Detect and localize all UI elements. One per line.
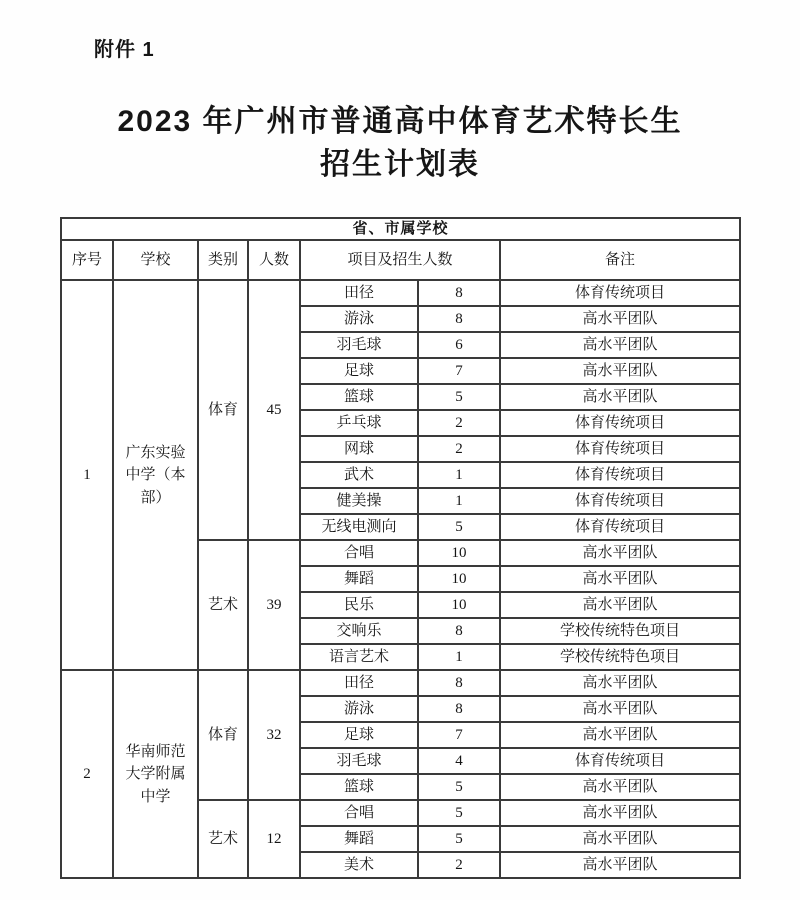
page-title-line1: 2023 年广州市普通高中体育艺术特长生 bbox=[117, 105, 683, 138]
cell-project-count: 7 bbox=[418, 358, 500, 384]
cell-remark: 体育传统项目 bbox=[500, 488, 740, 514]
cell-project-count: 5 bbox=[418, 800, 500, 826]
cell-remark: 高水平团队 bbox=[500, 592, 740, 618]
col-header-category: 类别 bbox=[198, 240, 248, 280]
cell-project-name: 武术 bbox=[300, 462, 418, 488]
cell-remark: 高水平团队 bbox=[500, 800, 740, 826]
cell-project-count: 5 bbox=[418, 826, 500, 852]
cell-project-name: 美术 bbox=[300, 852, 418, 878]
cell-project-name: 羽毛球 bbox=[300, 332, 418, 358]
cell-project-count: 7 bbox=[418, 722, 500, 748]
cell-school-name: 广东实验中学（本部） bbox=[113, 280, 198, 670]
cell-project-count: 2 bbox=[418, 436, 500, 462]
table-body bbox=[61, 280, 740, 878]
cell-category-total: 12 bbox=[248, 800, 300, 878]
cell-remark: 高水平团队 bbox=[500, 384, 740, 410]
attachment-label: 附件 1 bbox=[94, 39, 155, 61]
col-header-projects: 项目及招生人数 bbox=[300, 240, 500, 280]
cell-project-name: 田径 bbox=[300, 280, 418, 306]
cell-project-count: 5 bbox=[418, 384, 500, 410]
cell-project-name: 游泳 bbox=[300, 696, 418, 722]
cell-remark: 高水平团队 bbox=[500, 852, 740, 878]
cell-project-name: 合唱 bbox=[300, 540, 418, 566]
cell-project-count: 8 bbox=[418, 618, 500, 644]
cell-remark: 体育传统项目 bbox=[500, 514, 740, 540]
cell-project-count: 10 bbox=[418, 540, 500, 566]
cell-project-count: 8 bbox=[418, 306, 500, 332]
cell-project-name: 篮球 bbox=[300, 774, 418, 800]
cell-remark: 体育传统项目 bbox=[500, 748, 740, 774]
cell-remark: 高水平团队 bbox=[500, 722, 740, 748]
cell-remark: 学校传统特色项目 bbox=[500, 644, 740, 670]
table-row bbox=[61, 280, 740, 306]
cell-project-name: 舞蹈 bbox=[300, 826, 418, 852]
cell-project-name: 合唱 bbox=[300, 800, 418, 826]
cell-project-count: 1 bbox=[418, 462, 500, 488]
cell-project-count: 5 bbox=[418, 514, 500, 540]
cell-remark: 高水平团队 bbox=[500, 670, 740, 696]
cell-project-count: 5 bbox=[418, 774, 500, 800]
cell-remark: 高水平团队 bbox=[500, 566, 740, 592]
cell-project-name: 乒乓球 bbox=[300, 410, 418, 436]
cell-category: 艺术 bbox=[198, 800, 248, 878]
cell-project-name: 健美操 bbox=[300, 488, 418, 514]
col-header-count: 人数 bbox=[248, 240, 300, 280]
cell-project-count: 2 bbox=[418, 410, 500, 436]
page-title-line2: 招生计划表 bbox=[320, 148, 480, 181]
table-row bbox=[61, 670, 740, 696]
cell-remark: 高水平团队 bbox=[500, 826, 740, 852]
cell-project-name: 田径 bbox=[300, 670, 418, 696]
cell-category: 体育 bbox=[198, 280, 248, 540]
group-header-label: 省、市属学校 bbox=[61, 218, 740, 240]
cell-serial-number: 2 bbox=[61, 670, 113, 878]
cell-project-count: 10 bbox=[418, 592, 500, 618]
cell-remark: 体育传统项目 bbox=[500, 436, 740, 462]
enrollment-plan-table bbox=[60, 217, 741, 879]
table-header-row bbox=[61, 240, 740, 280]
table-group-header-row bbox=[61, 218, 740, 240]
cell-remark: 体育传统项目 bbox=[500, 462, 740, 488]
cell-project-count: 6 bbox=[418, 332, 500, 358]
cell-remark: 高水平团队 bbox=[500, 696, 740, 722]
col-header-serial: 序号 bbox=[61, 240, 113, 280]
cell-remark: 高水平团队 bbox=[500, 332, 740, 358]
cell-project-name: 网球 bbox=[300, 436, 418, 462]
cell-category-total: 39 bbox=[248, 540, 300, 670]
cell-project-name: 足球 bbox=[300, 358, 418, 384]
cell-category-total: 32 bbox=[248, 670, 300, 800]
cell-category: 艺术 bbox=[198, 540, 248, 670]
cell-project-name: 语言艺术 bbox=[300, 644, 418, 670]
cell-remark: 高水平团队 bbox=[500, 774, 740, 800]
cell-remark: 高水平团队 bbox=[500, 540, 740, 566]
cell-category-total: 45 bbox=[248, 280, 300, 540]
cell-project-count: 10 bbox=[418, 566, 500, 592]
cell-remark: 体育传统项目 bbox=[500, 410, 740, 436]
cell-project-count: 8 bbox=[418, 280, 500, 306]
cell-remark: 高水平团队 bbox=[500, 358, 740, 384]
cell-project-count: 2 bbox=[418, 852, 500, 878]
cell-project-name: 篮球 bbox=[300, 384, 418, 410]
cell-project-name: 舞蹈 bbox=[300, 566, 418, 592]
cell-project-count: 1 bbox=[418, 488, 500, 514]
col-header-remarks: 备注 bbox=[500, 240, 740, 280]
cell-project-count: 4 bbox=[418, 748, 500, 774]
cell-project-name: 羽毛球 bbox=[300, 748, 418, 774]
cell-project-count: 8 bbox=[418, 670, 500, 696]
cell-remark: 学校传统特色项目 bbox=[500, 618, 740, 644]
cell-project-name: 无线电测向 bbox=[300, 514, 418, 540]
col-header-school: 学校 bbox=[113, 240, 198, 280]
cell-serial-number: 1 bbox=[61, 280, 113, 670]
cell-project-name: 足球 bbox=[300, 722, 418, 748]
cell-project-count: 1 bbox=[418, 644, 500, 670]
cell-remark: 体育传统项目 bbox=[500, 280, 740, 306]
cell-category: 体育 bbox=[198, 670, 248, 800]
cell-project-count: 8 bbox=[418, 696, 500, 722]
cell-remark: 高水平团队 bbox=[500, 306, 740, 332]
cell-school-name: 华南师范大学附属中学 bbox=[113, 670, 198, 878]
cell-project-name: 交响乐 bbox=[300, 618, 418, 644]
cell-project-name: 游泳 bbox=[300, 306, 418, 332]
cell-project-name: 民乐 bbox=[300, 592, 418, 618]
page-title bbox=[0, 100, 800, 186]
